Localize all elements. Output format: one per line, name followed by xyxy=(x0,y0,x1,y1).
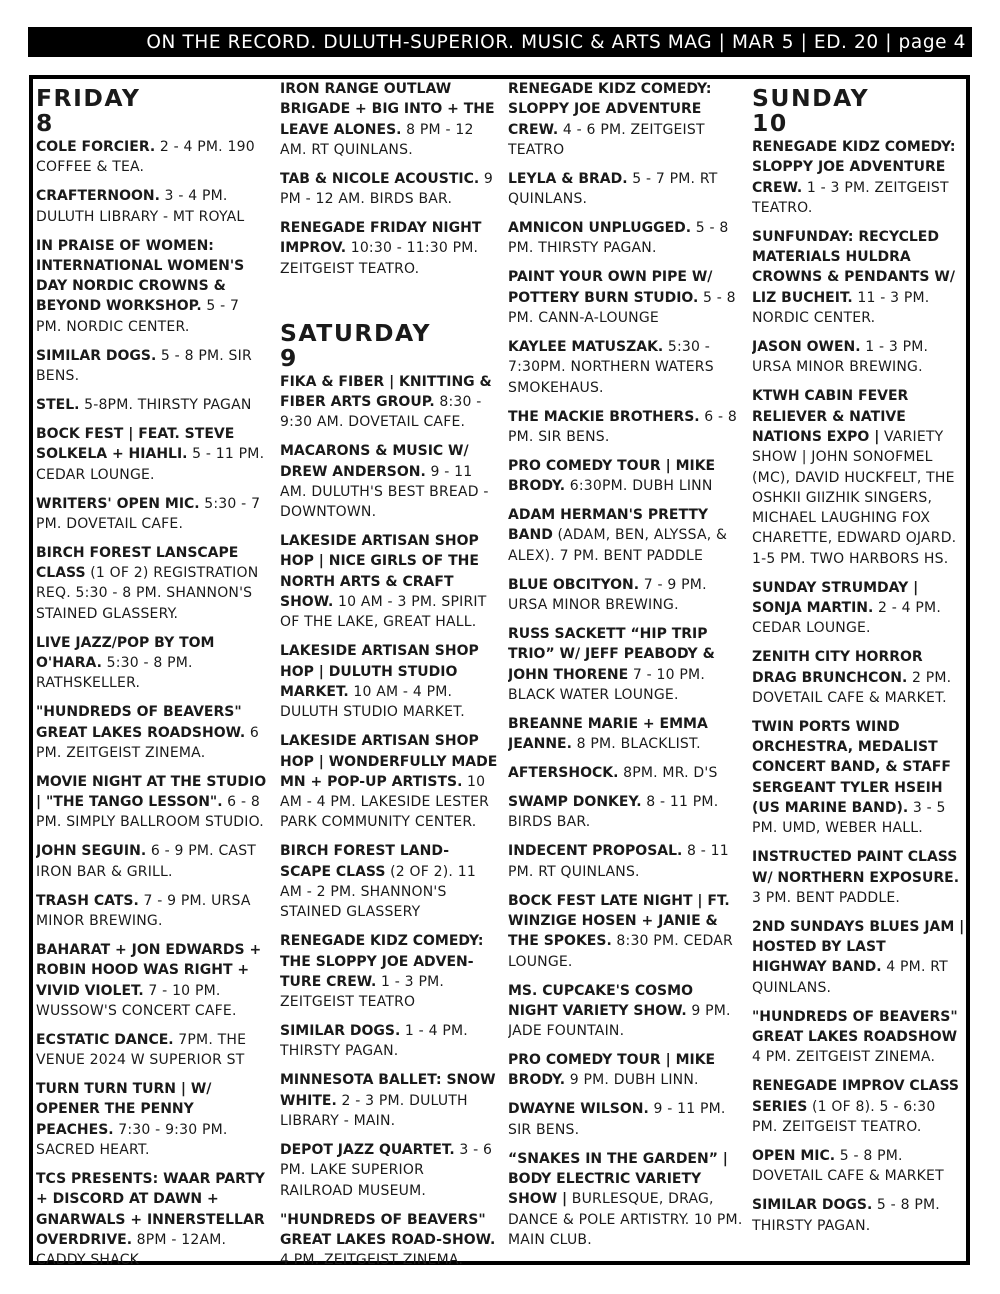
day-spacer xyxy=(280,288,498,314)
event-title: BOCK FEST | FEAT. STEVE SOLKELA + HIAHLI. xyxy=(36,426,235,463)
event-listing xyxy=(36,702,268,763)
event-details: 8PM - 12AM. CADDY SHACK xyxy=(36,1231,227,1266)
day-heading xyxy=(36,86,268,136)
event-listing xyxy=(508,1050,744,1091)
event-listing xyxy=(752,1195,965,1236)
event-details: 6 - 8 PM. SIR BENS. xyxy=(508,408,738,445)
event-listing xyxy=(280,218,498,279)
day-date: 9 xyxy=(280,343,298,372)
event-listing xyxy=(280,931,498,1012)
event-details: 10:30 - 11:30 PM. ZEITGEIST TEATRO. xyxy=(280,240,479,277)
event-title: “SNAKES IN THE GARDEN” | BODY ELECTRIC VARIETY SHOW | xyxy=(508,1150,728,1208)
event-details: 9 PM - 12 AM. BIRDS BAR. xyxy=(280,170,493,208)
event-listing xyxy=(752,1007,965,1068)
event-details: 5 - 11 PM. CEDAR LOUNGE. xyxy=(36,446,265,483)
event-listing xyxy=(752,847,965,908)
event-title: ADAM HERMAN'S PRETTY BAND xyxy=(508,507,709,544)
event-details: 3 - 6 PM. LAKE SUPERIOR RAILROAD MUSEUM. xyxy=(280,1142,493,1199)
event-title: LEYLA & BRAD. xyxy=(508,170,628,187)
event-listing xyxy=(36,137,268,178)
event-title: "HUNDREDS OF BEAVERS" GREAT LAKES ROAD-SHOW. xyxy=(280,1211,496,1248)
event-listing xyxy=(280,731,498,832)
event-title: MOVIE NIGHT AT THE STUDIO | "THE TANGO LESSON". xyxy=(36,773,267,811)
event-title: PRO COMEDY TOUR | MIKE BRODY. xyxy=(508,1052,716,1089)
event-title: CRAFTERNOON. xyxy=(36,188,160,205)
event-listing xyxy=(752,137,965,218)
event-details: 7PM. THE VENUE 2024 W SUPERIOR ST xyxy=(36,1031,247,1069)
event-details: 5 - 8 PM. SIR BENS. xyxy=(36,347,252,385)
event-listing xyxy=(36,236,268,337)
event-details: 4 PM. ZEITGEIST ZINEMA. xyxy=(280,1252,464,1264)
event-listing xyxy=(508,891,744,972)
event-details: 8:30 - 9:30 AM. DOVETAIL CAFE. xyxy=(280,394,482,431)
event-title: TURN TURN TURN | W/ OPENER THE PENNY PEACHES. xyxy=(36,1081,212,1138)
event-details: 5 - 8 PM. THIRSTY PAGAN. xyxy=(752,1197,940,1234)
event-listing xyxy=(280,1210,498,1264)
event-details: 5:30 - 7 PM. DOVETAIL CAFE. xyxy=(36,495,261,532)
event-details: 9 PM. JADE FOUNTAIN. xyxy=(508,1002,731,1040)
event-listing xyxy=(752,1146,965,1187)
event-details: 5 - 7 PM. NORDIC CENTER. xyxy=(36,298,240,335)
event-details: 1 - 3 PM. ZEITGEIST TEATRO. xyxy=(752,179,949,216)
event-listing xyxy=(36,346,268,387)
event-title: TWIN PORTS WIND ORCHESTRA, MEDALIST CONCERT BAND, & STAFF SERGEANT TYLER HSEIH (US MARINE BAND). xyxy=(752,718,951,817)
event-title: TAB & NICOLE ACOUSTIC. xyxy=(280,170,480,187)
event-details: BURLESQUE, DRAG, DANCE & POLE ARTISTRY. 10 PM. MAIN CLUB. xyxy=(508,1191,743,1248)
event-listing xyxy=(36,772,268,833)
event-title: INSTRUCTED PAINT CLASS W/ NORTHERN EXPOSURE. xyxy=(752,849,960,886)
event-title: SIMILAR DOGS. xyxy=(280,1023,401,1040)
event-details: 10 AM - 3 PM. SPIRIT OF THE LAKE, GREAT HALL. xyxy=(280,594,487,631)
day-heading xyxy=(752,86,965,136)
event-listing xyxy=(508,337,744,398)
event-title: LAKESIDE ARTISAN SHOP HOP | WONDERFULLY MADE MN + POP-UP ARTISTS. xyxy=(280,733,498,790)
event-details: 8 - 11 PM. RT QUINLANS. xyxy=(508,843,729,880)
event-listing xyxy=(36,841,268,882)
event-listing xyxy=(752,917,965,998)
event-details: 3 - 5 PM. UMD, WEBER HALL. xyxy=(752,800,946,837)
event-title: STEL. xyxy=(36,397,80,414)
event-listing xyxy=(752,386,965,569)
day-heading xyxy=(280,318,498,372)
event-listing xyxy=(508,841,744,882)
event-listing xyxy=(508,763,744,783)
event-listing xyxy=(280,372,498,433)
event-title: SUNDAY STRUMDAY | SONJA MARTIN. xyxy=(752,579,919,616)
event-title: "HUNDREDS OF BEAVERS" GREAT LAKES ROADSHOW. xyxy=(36,704,246,741)
event-title: LAKESIDE ARTISAN SHOP HOP | NICE GIRLS OF THE NORTH ARTS & CRAFT SHOW. xyxy=(280,533,479,611)
event-listing xyxy=(280,1070,498,1131)
event-listing xyxy=(508,79,744,160)
event-listing xyxy=(508,792,744,833)
event-listing xyxy=(508,624,744,705)
event-title: BLUE OBCITYON. xyxy=(508,576,640,593)
event-title: MINNESOTA BALLET: SNOW WHITE. xyxy=(280,1072,496,1109)
event-title: BREANNE MARIE + EMMA JEANNE. xyxy=(508,715,708,753)
event-details: 2 PM. DOVETAIL CAFE & MARKET. xyxy=(752,669,952,706)
event-details: 7 - 10 PM. BLACK WATER LOUNGE. xyxy=(508,666,705,703)
event-listing xyxy=(508,505,744,566)
event-title: 2ND SUNDAYS BLUES JAM | HOSTED BY LAST HIGHWAY BAND. xyxy=(752,918,965,976)
event-listing xyxy=(752,647,965,708)
event-listing xyxy=(508,267,744,328)
event-listing xyxy=(36,494,268,535)
event-title: AMNICON UNPLUGGED. xyxy=(508,220,692,237)
event-listing xyxy=(36,186,268,227)
event-title: BOCK FEST LATE NIGHT | FT. WINZIGE HOSEN + JANIE & THE SPOKES. xyxy=(508,892,730,950)
event-details: 3 - 4 PM. DULUTH LIBRARY - MT ROYAL xyxy=(36,188,245,225)
event-listing xyxy=(36,1079,268,1160)
event-listing xyxy=(36,543,268,624)
event-details: 6 PM. ZEITGEIST ZINEMA. xyxy=(36,724,259,761)
event-details: 8PM. MR. D'S xyxy=(618,765,718,782)
event-title: RENEGADE KIDZ COMEDY: SLOPPY JOE ADVENTURE CREW. xyxy=(508,81,712,138)
event-details: (ADAM, BEN, ALYSSA, & ALEX). 7 PM. BENT PADDLE xyxy=(508,527,728,564)
event-title: FIKA & FIBER | KNITTING & FIBER ARTS GROUP. xyxy=(280,373,492,411)
event-title: RENEGADE KIDZ COMEDY: SLOPPY JOE ADVENTURE CREW. xyxy=(752,139,956,196)
event-details: (1 OF 8). 5 - 6:30 PM. ZEITGEIST TEATRO. xyxy=(752,1098,936,1135)
column-1 xyxy=(36,79,268,1266)
event-listing xyxy=(280,79,498,160)
event-title: LIVE JAZZ/POP BY TOM O'HARA. xyxy=(36,634,215,672)
event-details: 2 - 3 PM. DULUTH LIBRARY - MAIN. xyxy=(280,1092,468,1130)
event-title: RUSS SACKETT “HIP TRIP TRIO” W/ JEFF PEABODY & JOHN THORENE xyxy=(508,626,715,683)
event-listing xyxy=(36,424,268,485)
event-listing xyxy=(508,1099,744,1140)
event-details: 5-8PM. THIRSTY PAGAN xyxy=(79,397,252,414)
event-title: DWAYNE WILSON. xyxy=(508,1101,649,1118)
event-listing xyxy=(508,456,744,497)
event-title: IRON RANGE OUTLAW BRIGADE + BIG INTO + THE LEAVE ALONES. xyxy=(280,81,495,138)
event-title: OPEN MIC. xyxy=(752,1147,836,1164)
event-title: SWAMP DONKEY. xyxy=(508,794,642,811)
event-title: SIMILAR DOGS. xyxy=(36,347,157,364)
event-details: 5:30 - 7:30PM. NORTHERN WATERS SMOKEHAUS. xyxy=(508,339,714,396)
event-title: BIRCH FOREST LAND-SCAPE CLASS xyxy=(280,843,450,880)
day-name: SATURDAY xyxy=(280,318,431,347)
event-details: 8:30 PM. CEDAR LOUNGE. xyxy=(508,933,733,970)
event-title: KTWH CABIN FEVER RELIEVER & NATIVE NATIONS EXPO | xyxy=(752,388,909,445)
event-details: 6 - 8 PM. SIMPLY BALLROOM STUDIO. xyxy=(36,794,264,831)
event-details: 5 - 8 PM. CANN-A-LOUNGE xyxy=(508,289,736,327)
event-title: MS. CUPCAKE'S COSMO NIGHT VARIETY SHOW. xyxy=(508,982,693,1019)
event-title: WRITERS' OPEN MIC. xyxy=(36,495,200,512)
event-listing xyxy=(36,395,268,415)
event-title: IN PRAISE OF WOMEN: INTERNATIONAL WOMEN'S DAY NORDIC CROWNS & BEYOND WORKSHOP. xyxy=(36,237,245,315)
event-title: MACARONS & MUSIC W/ DREW ANDERSON. xyxy=(280,443,469,480)
event-listing xyxy=(752,578,965,639)
event-listing xyxy=(36,1030,268,1071)
event-listing xyxy=(280,1140,498,1201)
event-listing xyxy=(752,1076,965,1137)
event-listing xyxy=(36,891,268,932)
event-title: INDECENT PROPOSAL. xyxy=(508,843,683,860)
event-details: 7:30 - 9:30 PM. SACRED HEART. xyxy=(36,1121,228,1159)
event-title: BAHARAT + JON EDWARDS + ROBIN HOOD WAS RIGHT + VIVID VIOLET. xyxy=(36,942,262,999)
event-title: RENEGADE IMPROV CLASS SERIES xyxy=(752,1078,959,1115)
event-listing xyxy=(36,633,268,694)
event-listing xyxy=(280,531,498,632)
event-title: TCS PRESENTS: WAAR PARTY + DISCORD AT DAWN + GNARWALS + INNERSTELLAR OVERDRIVE. xyxy=(36,1171,265,1248)
event-title: THE MACKIE BROTHERS. xyxy=(508,408,700,425)
event-details: 1 - 4 PM. THIRSTY PAGAN. xyxy=(280,1023,468,1060)
event-title: TRASH CATS. xyxy=(36,892,139,909)
event-details: (2 OF 2). 11 AM - 2 PM. SHANNON'S STAINED GLASSERY xyxy=(280,863,476,921)
event-details: 5 - 8 PM. DOVETAIL CAFE & MARKET xyxy=(752,1147,944,1185)
event-details: 1 - 3 PM. URSA MINOR BREWING. xyxy=(752,339,929,376)
event-listing xyxy=(508,981,744,1042)
page-header-text: ON THE RECORD. DULUTH-SUPERIOR. MUSIC & ARTS MAG | MAR 5 | ED. 20 | page 4 xyxy=(146,31,966,53)
day-name: FRIDAY xyxy=(36,84,141,112)
event-title: BIRCH FOREST LANSCAPE CLASS xyxy=(36,544,239,582)
event-details: 9 PM. DUBH LINN. xyxy=(565,1072,699,1089)
event-details: 9 - 11 AM. DULUTH'S BEST BREAD - DOWNTOWN. xyxy=(280,463,489,521)
event-title: "HUNDREDS OF BEAVERS" GREAT LAKES ROADSHOW xyxy=(752,1008,958,1046)
event-listing xyxy=(508,1149,744,1250)
day-date: 8 xyxy=(36,109,54,137)
event-listing xyxy=(280,1021,498,1062)
event-listing xyxy=(508,407,744,448)
event-listing xyxy=(508,714,744,755)
event-title: SUNFUNDAY: RECYCLED MATERIALS HULDRA CROWNS & PENDANTS W/ LIZ BUCHEIT. xyxy=(752,228,955,306)
event-title: ECSTATIC DANCE. xyxy=(36,1031,174,1048)
column-4 xyxy=(752,79,965,1264)
event-details: 8 PM - 12 AM. RT QUINLANS. xyxy=(280,121,474,158)
event-details: 6:30PM. DUBH LINN xyxy=(565,478,713,495)
event-details: 1 - 3 PM. ZEITGEIST TEATRO xyxy=(280,973,445,1011)
event-details: 5 - 7 PM. RT QUINLANS. xyxy=(508,170,718,208)
event-title: ZENITH CITY HORROR DRAG BRUNCHCON. xyxy=(752,649,923,686)
event-listing xyxy=(280,841,498,922)
column-2 xyxy=(280,79,498,1264)
event-details: 4 PM. ZEITGEIST ZINEMA. xyxy=(752,1049,936,1066)
day-date: 10 xyxy=(752,109,788,137)
page-header-bar xyxy=(28,27,972,57)
event-title: RENEGADE FRIDAY NIGHT IMPROV. xyxy=(280,220,482,257)
event-details: 6 - 9 PM. CAST IRON BAR & GRILL. xyxy=(36,843,257,880)
event-listing xyxy=(752,227,965,328)
event-title: PAINT YOUR OWN PIPE W/ POTTERY BURN STUDIO. xyxy=(508,269,713,306)
event-listing xyxy=(752,337,965,378)
event-details: 11 - 3 PM. NORDIC CENTER. xyxy=(752,289,930,327)
event-listing xyxy=(36,940,268,1021)
event-title: SIMILAR DOGS. xyxy=(752,1197,873,1214)
event-details: 7 - 9 PM. URSA MINOR BREWING. xyxy=(508,576,707,614)
event-details: 3 PM. BENT PADDLE. xyxy=(752,889,901,906)
event-details: 4 - 6 PM. ZEITGEIST TEATRO xyxy=(508,121,705,158)
event-title: AFTERSHOCK. xyxy=(508,765,619,782)
event-details: 10 AM - 4 PM. LAKESIDE LESTER PARK COMMUNITY CENTER. xyxy=(280,773,490,831)
event-title: KAYLEE MATUSZAK. xyxy=(508,339,664,356)
day-name: SUNDAY xyxy=(752,84,870,112)
event-title: DEPOT JAZZ QUARTET. xyxy=(280,1142,455,1159)
event-listing xyxy=(752,717,965,839)
event-details: VARIETY SHOW | JOHN SONOFMEL (MC), DAVID HUCKFELT, THE OSHKII GIIZHIK SINGERS, MICHAEL LAUGHING FOX CHARETTE, EDWARD OJARD. 1-5 PM. TWO HARBORS HS. xyxy=(752,428,957,567)
event-title: RENEGADE KIDZ COMEDY: THE SLOPPY JOE ADVEN-TURE CREW. xyxy=(280,933,484,990)
event-listing xyxy=(508,218,744,259)
event-details: 9 - 11 PM. SIR BENS. xyxy=(508,1101,726,1138)
event-details: 2 - 4 PM. CEDAR LOUNGE. xyxy=(752,599,941,637)
event-details: 5:30 - 8 PM. RATHSKELLER. xyxy=(36,655,193,692)
event-listing xyxy=(508,575,744,616)
event-listing xyxy=(280,641,498,722)
event-title: JASON OWEN. xyxy=(752,339,861,356)
event-details: 7 - 10 PM. WUSSOW'S CONCERT CAFE. xyxy=(36,982,237,1019)
event-details: 7 - 9 PM. URSA MINOR BREWING. xyxy=(36,892,251,930)
event-title: PRO COMEDY TOUR | MIKE BRODY. xyxy=(508,457,716,495)
event-details: 2 - 4 PM. 190 COFFEE & TEA. xyxy=(36,139,255,176)
event-listing xyxy=(280,169,498,210)
event-listing xyxy=(508,169,744,210)
event-title: JOHN SEGUIN. xyxy=(36,843,147,860)
event-details: (1 OF 2) REGISTRATION REQ. 5:30 - 8 PM. SHANNON'S STAINED GLASSERY. xyxy=(36,565,259,622)
event-details: 10 AM - 4 PM. DULUTH STUDIO MARKET. xyxy=(280,683,465,721)
event-title: COLE FORCIER. xyxy=(36,139,156,155)
event-details: 4 PM. RT QUINLANS. xyxy=(752,959,948,996)
event-title: LAKESIDE ARTISAN SHOP HOP | DULUTH STUDIO MARKET. xyxy=(280,643,479,700)
event-details: 5 - 8 PM. THIRSTY PAGAN. xyxy=(508,220,729,257)
event-listing xyxy=(36,1169,268,1266)
column-3 xyxy=(508,79,744,1264)
event-listing xyxy=(280,441,498,522)
event-details: 8 PM. BLACKLIST. xyxy=(571,736,701,753)
event-details: 8 - 11 PM. BIRDS BAR. xyxy=(508,794,719,831)
